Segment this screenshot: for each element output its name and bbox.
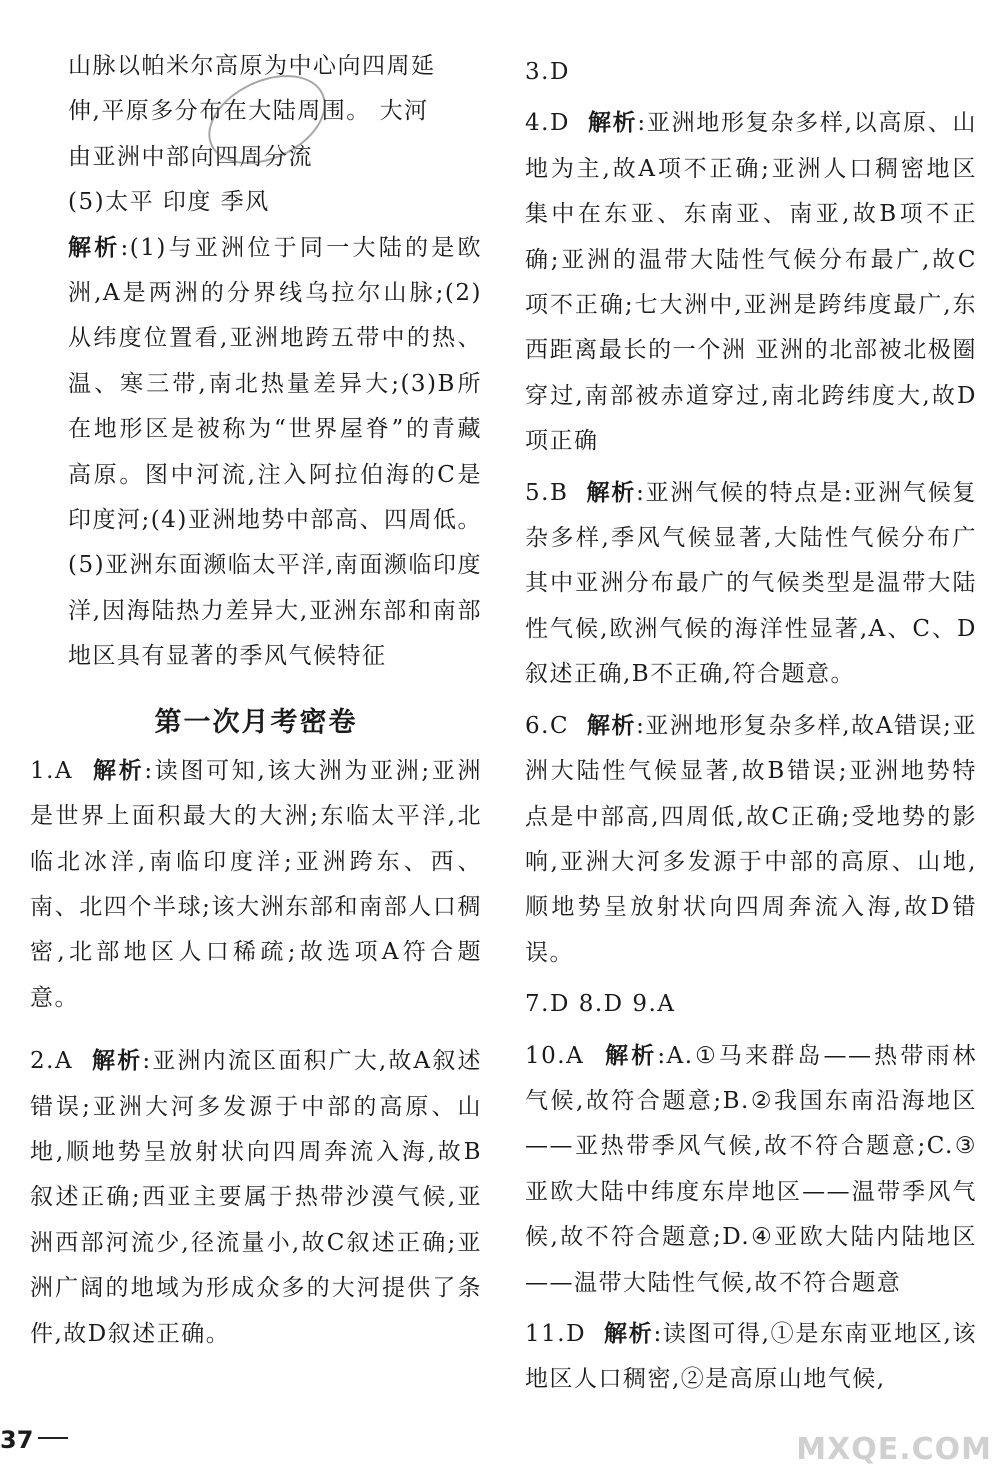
item-number: 7.D 8.D 9.A <box>525 991 676 1018</box>
item-analysis-label: 解析 <box>93 757 145 784</box>
item-analysis-label: 解析 <box>586 479 637 506</box>
item-text: :读图可知,该大洲为亚洲;亚洲是世界上面积最大的大洲;东临太平洋,北临北冰洋,南临印度洋;亚洲跨东、西、南、北四个半球;该大洲东部和南部人口稠密,北部地区人口稀疏;故选项A符合题意。 <box>30 757 483 1011</box>
item-number: 3.D <box>525 59 570 85</box>
intro-line: 伸,平原多分布在大陆周围。 大河 <box>68 98 429 125</box>
answer-item <box>525 1312 977 1403</box>
analysis-text: :(1)与亚洲位于同一大陆的是欧洲,A是两洲的分界线乌拉尔山脉;(2)从纬度位置看,亚洲地跨五带中的热、温、寒三带,南北热量差异大;(3)B所在地形区是被称为“世界屋脊”的青藏高原。图中河流,注入阿拉伯海的C是印度河;(4)亚洲地势中部高、四周低。(5)亚洲东面濒临太平洋,南面濒临印度洋,因海陆热力差异大,亚洲东部和南部地区具有显著的季风气候特征 <box>68 234 482 670</box>
analysis-label: 解析 <box>68 234 121 261</box>
intro-line: 由亚洲中部向四周分流 <box>68 143 313 170</box>
item-text: :A.①马来群岛——热带雨林气候,故符合题意;B.②我国东南沿海地区——亚热带季风气候,故不符合题意;C.③亚欧大陆中纬度东岸地区——温带季风气候,故不符合题意;D.④亚欧大陆内陆地区——温带大陆性气候,故不符合题意 <box>525 1042 978 1296</box>
analysis-paragraph <box>30 226 482 680</box>
item-analysis-label: 解析 <box>604 1320 654 1347</box>
answer-item <box>525 704 977 976</box>
item-number: 11.D <box>525 1320 587 1347</box>
item-analysis-label: 解析 <box>605 1042 658 1069</box>
item-analysis-label: 解析 <box>586 712 637 739</box>
item-number: 1.A <box>30 757 74 784</box>
item-number: 10.A <box>525 1042 585 1069</box>
answer-item <box>525 471 977 698</box>
answer-5: (5)太平 印度 季风 <box>68 189 270 216</box>
item-number: 4.D <box>525 110 570 137</box>
answer-item <box>30 1039 482 1357</box>
item-analysis-label: 解析 <box>92 1048 143 1075</box>
item-number: 2.A <box>30 1048 74 1075</box>
page-number: 37 <box>0 1426 34 1454</box>
intro-line: 山脉以帕米尔高原为中心向四周延 <box>68 53 436 79</box>
right-column <box>525 44 977 1403</box>
site-watermark: MXQE.COM <box>796 1432 992 1467</box>
item-analysis-label: 解析 <box>587 110 638 137</box>
item-text: :亚洲内流区面积广大,故A叙述错误;亚洲大河多发源于中部的高原、山地,顺地势呈放射状向四周奔流入海,故B叙述正确;西亚主要属于热带沙漠气候,亚洲西部河流少,径流量小,故C叙述正确;亚洲广阔的地域为形成众多的大河提供了条件,故D叙述正确。 <box>30 1048 483 1347</box>
page-number-dash <box>38 1437 68 1439</box>
item-text: :亚洲地形复杂多样,以高原、山地为主,故A项不正确;亚洲人口稠密地区集中在东亚、东南亚、南亚,故B项不正确;亚洲的温带大陆性气候分布最广,故C项不正确;七大洲中,亚洲是跨纬度最广,东西距离最长的一个洲 亚洲的北部被北极圈穿过,南部被赤道穿过,南北跨纬度大,故D项正确 <box>525 110 978 455</box>
section-title: 第一次月考密卷 <box>154 706 358 738</box>
answer-item <box>525 982 977 1027</box>
answer-item <box>30 749 482 1021</box>
item-text: :读图可得,①是东南亚地区,该地区人口稠密,②是高原山地气候, <box>525 1320 978 1393</box>
item-text: :亚洲气候的特点是:亚洲气候复杂多样,季风气候显著,大陆性气候分布广 其中亚洲分布最广的气候类型是温带大陆性气候,欧洲气候的海洋性显著,A、C、D叙述正确,B不正确,符合题意。 <box>525 479 978 688</box>
answer-item <box>525 101 977 464</box>
left-column <box>30 44 482 1357</box>
item-number: 5.B <box>525 479 569 506</box>
answer-item <box>525 1034 977 1306</box>
item-number: 6.C <box>525 712 570 739</box>
item-text: :亚洲地形复杂多样,故A错误;亚洲大陆性气候显著,故B错误;亚洲地势特点是中部高,四周低,故C正确;受地势的影响,亚洲大河多发源于中部的高原、山地,顺地势呈放射状向四周奔流入海,故D错误。 <box>525 712 978 966</box>
answer-item <box>525 50 977 95</box>
